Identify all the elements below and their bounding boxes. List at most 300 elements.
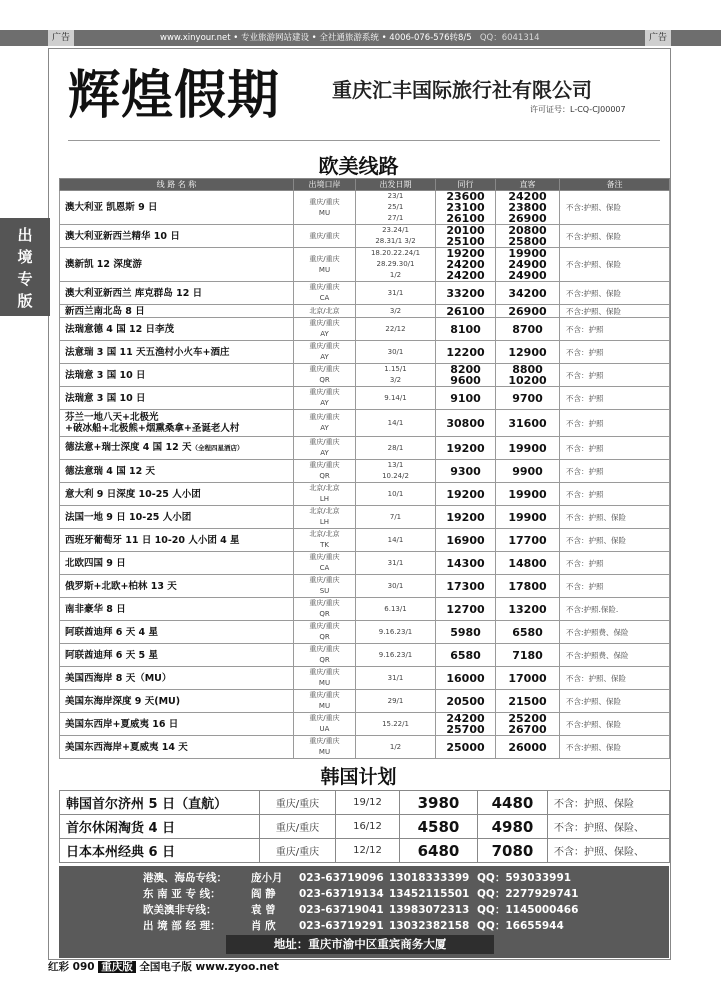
route-note: 不含：护照 (560, 341, 670, 364)
direct-price-cell (496, 667, 560, 690)
port-cell (294, 248, 356, 282)
route-note: 不含：护照、保险 (560, 529, 670, 552)
direct-price-cell (496, 644, 560, 667)
peer-price: 12700 (446, 602, 485, 616)
port-value: 重庆/重庆 (309, 668, 340, 676)
date-cell (356, 341, 436, 364)
route-name-note: （全程四星酒店） (191, 444, 244, 452)
direct-price-cell (496, 410, 560, 437)
direct-price: 31600 (508, 416, 547, 430)
direct-price: 9700 (512, 391, 543, 405)
port-value: 重庆/重庆 (309, 342, 340, 350)
route-row (60, 529, 670, 552)
korea-note: 不含：护照、保险、 (548, 815, 670, 839)
column-header: 线 路 名 称 (60, 179, 294, 191)
contact-mobile: 13032382158 (389, 920, 470, 932)
date-cell (356, 410, 436, 437)
port-value: QR (319, 610, 330, 618)
peer-price: 5980 (450, 625, 481, 639)
direct-price: 8800 (512, 363, 543, 376)
peer-price-cell (436, 437, 496, 460)
direct-price-cell (496, 552, 560, 575)
date-cell (356, 506, 436, 529)
route-name-cell (60, 225, 294, 248)
column-header: 同行 (436, 179, 496, 191)
peer-price: 12200 (446, 345, 485, 359)
date-cell (356, 690, 436, 713)
port-value: 重庆/重庆 (309, 197, 340, 206)
route-name: 意大利 9 日深度 10-25 人小团 (65, 488, 201, 500)
korea-table-body (60, 791, 670, 863)
peer-price-cell (436, 667, 496, 690)
direct-price: 21500 (508, 694, 547, 708)
port-value: TK (320, 541, 329, 549)
column-header: 出发日期 (356, 179, 436, 191)
port-value: MU (318, 265, 331, 274)
peer-price: 23600 (446, 190, 485, 203)
port-cell (294, 225, 356, 248)
port-value: AY (320, 399, 329, 407)
port-value: LH (319, 518, 330, 526)
korea-row (60, 839, 670, 863)
port-value: 重庆/重庆 (309, 319, 340, 327)
route-name: 新西兰南北岛 8 日 (65, 305, 145, 317)
route-name-cell (60, 644, 294, 667)
date-cell (356, 621, 436, 644)
contact-row (59, 886, 669, 902)
korea-port: 重庆/重庆 (260, 839, 336, 863)
route-note: 不含：护照 (560, 318, 670, 341)
date-value: 29/1 (387, 696, 404, 705)
korea-row (60, 791, 670, 815)
route-row (60, 736, 670, 759)
route-name-cell (60, 248, 294, 282)
contact-tel: 023-63719291 (299, 920, 384, 932)
route-name: 澳大利亚新西兰 库克群岛 12 日 (65, 287, 203, 299)
contact-qq: QQ：1145000466 (477, 904, 579, 916)
date-cell (356, 736, 436, 759)
korea-route-name: 韩国首尔济州 5 日（直航） (60, 791, 260, 815)
port-cell (294, 690, 356, 713)
route-name: 美国东海岸深度 9 天(MU) (65, 695, 181, 707)
date-value: 9.16.23/1 (378, 627, 413, 636)
port-value: LH (319, 495, 330, 503)
route-row (60, 575, 670, 598)
contact-qq: QQ：593033991 (477, 872, 572, 884)
route-name: 美国东西岸+夏威夷 16 日 (65, 718, 179, 730)
port-value: 北京/北京 (309, 306, 340, 315)
direct-price: 24900 (508, 269, 547, 282)
peer-price-cell (436, 736, 496, 759)
port-cell (294, 364, 356, 387)
route-name: 美国东西海岸+夏威夷 14 天 (65, 741, 188, 753)
route-row (60, 410, 670, 437)
footer (48, 960, 279, 974)
port-cell (294, 644, 356, 667)
port-cell (294, 506, 356, 529)
port-value: QR (319, 472, 330, 480)
date-cell (356, 191, 436, 225)
route-note: 不含:护照、保险 (560, 713, 670, 736)
date-cell (356, 387, 436, 410)
contact-role: 出 境 部 经 理： (143, 920, 221, 932)
direct-price-cell (496, 598, 560, 621)
korea-port: 重庆/重庆 (260, 815, 336, 839)
port-value: 重庆/重庆 (309, 461, 340, 469)
date-cell (356, 552, 436, 575)
europe-table-body (60, 191, 670, 759)
port-value: QR (319, 633, 330, 641)
direct-price: 17700 (508, 533, 547, 547)
route-row (60, 305, 670, 318)
peer-price: 17300 (446, 579, 485, 593)
route-name: 俄罗斯+北欧+柏林 13 天 (65, 580, 177, 592)
route-row (60, 191, 670, 225)
route-name-cell (60, 364, 294, 387)
footer-page: 红彩 090 (48, 961, 95, 973)
route-row (60, 506, 670, 529)
direct-price: 26900 (508, 212, 547, 225)
port-cell (294, 191, 356, 225)
port-cell (294, 483, 356, 506)
column-header: 直客 (496, 179, 560, 191)
contact-name: 袁 曾 (251, 904, 276, 916)
peer-price: 6580 (450, 648, 481, 662)
port-cell (294, 460, 356, 483)
date-value: 3/2 (389, 306, 402, 315)
port-value: 重庆/重庆 (309, 231, 340, 240)
date-cell (356, 575, 436, 598)
direct-price: 26000 (508, 740, 547, 754)
peer-price: 20100 (446, 224, 485, 237)
date-value: 1.15/1 (384, 365, 407, 373)
date-value: 22/12 (385, 324, 406, 333)
peer-price: 24200 (446, 712, 485, 725)
peer-price-cell (436, 341, 496, 364)
route-row (60, 387, 670, 410)
route-note: 不含:护照、保险 (560, 736, 670, 759)
route-name-cell (60, 667, 294, 690)
port-value: QR (319, 656, 330, 664)
korea-direct-price: 7080 (478, 839, 548, 863)
direct-price-cell (496, 621, 560, 644)
direct-price-cell (496, 191, 560, 225)
port-cell (294, 318, 356, 341)
date-value: 18.20.22.24/1 (370, 249, 421, 257)
port-value: 北京/北京 (309, 507, 340, 515)
korea-note: 不含：护照、保险、 (548, 839, 670, 863)
europe-section-title: 欧美线路 (318, 154, 399, 178)
side-tab-char: 专 (17, 270, 33, 288)
peer-price-cell (436, 506, 496, 529)
direct-price: 12900 (508, 345, 547, 359)
route-note: 不含:护照、保险 (560, 282, 670, 305)
direct-price-cell (496, 736, 560, 759)
peer-price-cell (436, 529, 496, 552)
side-tab (0, 218, 50, 316)
top-contact-text: www.xinyour.net • 专业旅游网站建设 • 全社通旅游系统 • 4006-076-576转8/5 (160, 33, 472, 43)
date-value: 7/1 (389, 512, 402, 521)
column-header: 出境口岸 (294, 179, 356, 191)
date-value: 6.13/1 (384, 604, 407, 613)
route-row (60, 437, 670, 460)
peer-price-cell (436, 552, 496, 575)
peer-price: 26100 (446, 212, 485, 225)
direct-price-cell (496, 506, 560, 529)
direct-price: 8700 (512, 322, 543, 336)
port-value: QR (319, 376, 330, 384)
port-value: CA (319, 294, 330, 302)
route-row (60, 248, 670, 282)
route-name-cell (60, 690, 294, 713)
route-name: 法瑞意德 4 国 12 日李茂 (65, 323, 175, 335)
route-name-cell (60, 529, 294, 552)
date-value: 14/1 (387, 418, 404, 427)
route-row (60, 460, 670, 483)
peer-price-cell (436, 575, 496, 598)
date-value: 31/1 (387, 288, 404, 297)
port-value: 北京/北京 (309, 484, 340, 492)
footer-edition: 重庆版 (98, 961, 136, 973)
peer-price: 19200 (446, 441, 485, 455)
direct-price-cell (496, 690, 560, 713)
ad-label-left: 广告 (48, 30, 74, 46)
direct-price-cell (496, 341, 560, 364)
date-cell (356, 225, 436, 248)
port-value: MU (318, 702, 331, 710)
korea-direct-price: 4480 (478, 791, 548, 815)
port-value: 重庆/重庆 (309, 714, 340, 722)
korea-row (60, 815, 670, 839)
route-row (60, 713, 670, 736)
port-cell (294, 713, 356, 736)
date-cell (356, 364, 436, 387)
port-cell (294, 575, 356, 598)
route-name: 法瑞意 3 国 10 日 (65, 369, 146, 381)
contact-mobile: 13452115501 (389, 888, 470, 900)
route-name: 澳新凯 12 深度游 (65, 259, 142, 270)
korea-date: 12/12 (336, 839, 400, 863)
date-cell (356, 248, 436, 282)
direct-price: 9900 (512, 464, 543, 478)
route-name: 澳大利亚新西兰精华 10 日 (65, 230, 180, 242)
direct-price: 6580 (512, 625, 543, 639)
route-row (60, 690, 670, 713)
peer-price: 8200 (450, 363, 481, 376)
route-note: 不含：护照 (560, 483, 670, 506)
route-name-cell (60, 191, 294, 225)
route-name-cell (60, 318, 294, 341)
port-value: 重庆/重庆 (309, 691, 340, 699)
peer-price-cell (436, 191, 496, 225)
route-note: 不含：护照、保险 (560, 667, 670, 690)
korea-peer-price: 6480 (400, 839, 478, 863)
port-cell (294, 437, 356, 460)
route-name: 法国一地 9 日 10-25 人小团 (65, 511, 192, 523)
route-note: 不含:护照、保险 (560, 225, 670, 248)
route-row (60, 225, 670, 248)
direct-price: 17800 (508, 579, 547, 593)
date-cell (356, 318, 436, 341)
contact-mobile: 13983072313 (389, 904, 470, 916)
direct-price-cell (496, 305, 560, 318)
peer-price-cell (436, 364, 496, 387)
direct-price: 25200 (508, 712, 547, 725)
header-divider (68, 140, 660, 141)
peer-price-cell (436, 621, 496, 644)
route-name: 南非豪华 8 日 (65, 603, 126, 615)
direct-price-cell (496, 575, 560, 598)
direct-price-cell (496, 364, 560, 387)
direct-price: 19900 (508, 487, 547, 501)
route-name: 芬兰一地八天+北极光 (65, 412, 159, 423)
contact-name: 阎 静 (251, 888, 276, 900)
route-name-cell (60, 598, 294, 621)
route-name-cell (60, 736, 294, 759)
direct-price: 13200 (508, 602, 547, 616)
peer-price: 9100 (450, 391, 481, 405)
contact-name: 庞小月 (251, 872, 283, 884)
direct-price-cell (496, 387, 560, 410)
peer-price-cell (436, 225, 496, 248)
side-tab-char: 境 (17, 248, 33, 266)
korea-direct-price: 4980 (478, 815, 548, 839)
peer-price-cell (436, 713, 496, 736)
port-value: MU (318, 748, 331, 756)
route-note: 不含:护照费、保险 (560, 644, 670, 667)
direct-price-cell (496, 282, 560, 305)
port-value: 重庆/重庆 (309, 576, 340, 584)
route-name-cell (60, 437, 294, 460)
date-value: 28.29.30/1 (376, 260, 415, 268)
direct-price: 14800 (508, 556, 547, 570)
route-note: 不含：护照、保险 (560, 506, 670, 529)
top-contact-line (160, 30, 540, 46)
port-value: 重庆/重庆 (309, 283, 340, 291)
direct-price: 26900 (508, 304, 547, 318)
route-note: 不含:护照、保险 (560, 248, 670, 282)
contact-row (59, 918, 669, 934)
port-value: 重庆/重庆 (309, 438, 340, 446)
port-value: SU (319, 587, 330, 595)
route-note: 不含：护照 (560, 460, 670, 483)
date-value: 23.24/1 (382, 226, 409, 234)
contact-mobile: 13018333399 (389, 872, 470, 884)
peer-price: 19200 (446, 487, 485, 501)
date-value: 14/1 (387, 535, 404, 544)
route-name-cell (60, 341, 294, 364)
direct-price: 23800 (508, 201, 547, 214)
date-cell (356, 460, 436, 483)
route-name: 北欧四国 9 日 (65, 557, 126, 569)
direct-price-cell (496, 713, 560, 736)
contact-role: 东 南 亚 专 线： (143, 888, 221, 900)
korea-port: 重庆/重庆 (260, 791, 336, 815)
route-name-cell (60, 713, 294, 736)
direct-price: 20800 (508, 224, 547, 237)
side-tab-char: 出 (17, 226, 33, 244)
direct-price: 19900 (508, 247, 547, 260)
route-note: 不含:护照、保险 (560, 191, 670, 225)
peer-price: 9600 (450, 374, 481, 387)
direct-price-cell (496, 529, 560, 552)
direct-price: 34200 (508, 286, 547, 300)
route-note: 不含：护照 (560, 387, 670, 410)
route-name-line2: +破冰船+北极熊+烟熏桑拿+圣诞老人村 (65, 423, 240, 434)
top-strip (0, 30, 721, 46)
contact-tel: 023-63719096 (299, 872, 384, 884)
port-value: MU (318, 208, 331, 217)
date-value: 27/1 (387, 214, 404, 222)
route-row (60, 364, 670, 387)
port-cell (294, 410, 356, 437)
peer-price-cell (436, 282, 496, 305)
port-value: AY (320, 330, 329, 338)
peer-price: 24200 (446, 269, 485, 282)
date-cell (356, 644, 436, 667)
route-name: 西班牙葡萄牙 11 日 10-20 人小团 4 星 (65, 534, 240, 546)
date-cell (356, 282, 436, 305)
address-bar: 地址：重庆市渝中区重宾商务大厦 (226, 935, 494, 954)
footer-site: 全国电子版 www.zyoo.net (139, 961, 279, 973)
route-name-cell (60, 460, 294, 483)
peer-price: 16000 (446, 671, 485, 685)
direct-price: 19900 (508, 510, 547, 524)
korea-peer-price: 4580 (400, 815, 478, 839)
route-row (60, 598, 670, 621)
port-cell (294, 667, 356, 690)
port-cell (294, 552, 356, 575)
route-name: 法瑞意 3 国 10 日 (65, 392, 146, 404)
route-note: 不含：护照 (560, 552, 670, 575)
port-value: AY (320, 353, 329, 361)
direct-price-cell (496, 460, 560, 483)
route-name-cell (60, 305, 294, 318)
peer-price-cell (436, 410, 496, 437)
direct-price-cell (496, 225, 560, 248)
port-value: 重庆/重庆 (309, 553, 340, 561)
port-cell (294, 387, 356, 410)
date-value: 1/2 (389, 271, 402, 279)
direct-price-cell (496, 483, 560, 506)
contact-qq: QQ：16655944 (477, 920, 564, 932)
route-row (60, 483, 670, 506)
port-cell (294, 736, 356, 759)
brand-title: 辉煌假期 (68, 65, 281, 126)
route-row (60, 341, 670, 364)
date-value: 3/2 (389, 376, 402, 384)
direct-price-cell (496, 318, 560, 341)
date-value: 10.24/2 (382, 472, 409, 480)
route-note: 不含:护照、保险 (560, 690, 670, 713)
date-cell (356, 713, 436, 736)
route-name-cell (60, 483, 294, 506)
peer-price: 26100 (446, 304, 485, 318)
europe-table-header (60, 179, 670, 191)
peer-price-cell (436, 644, 496, 667)
route-note: 不含：护照 (560, 575, 670, 598)
date-value: 31/1 (387, 673, 404, 682)
date-value: 28/1 (387, 443, 404, 452)
contact-name: 肖 欣 (251, 920, 276, 932)
contact-qq: QQ：2277929741 (477, 888, 579, 900)
port-value: 重庆/重庆 (309, 254, 340, 263)
top-contact-qq: QQ：6041314 (479, 33, 540, 43)
route-note: 不含:护照费、保险 (560, 621, 670, 644)
contact-role: 港澳、海岛专线： (143, 872, 227, 884)
route-name-cell (60, 410, 294, 437)
route-name-cell (60, 387, 294, 410)
